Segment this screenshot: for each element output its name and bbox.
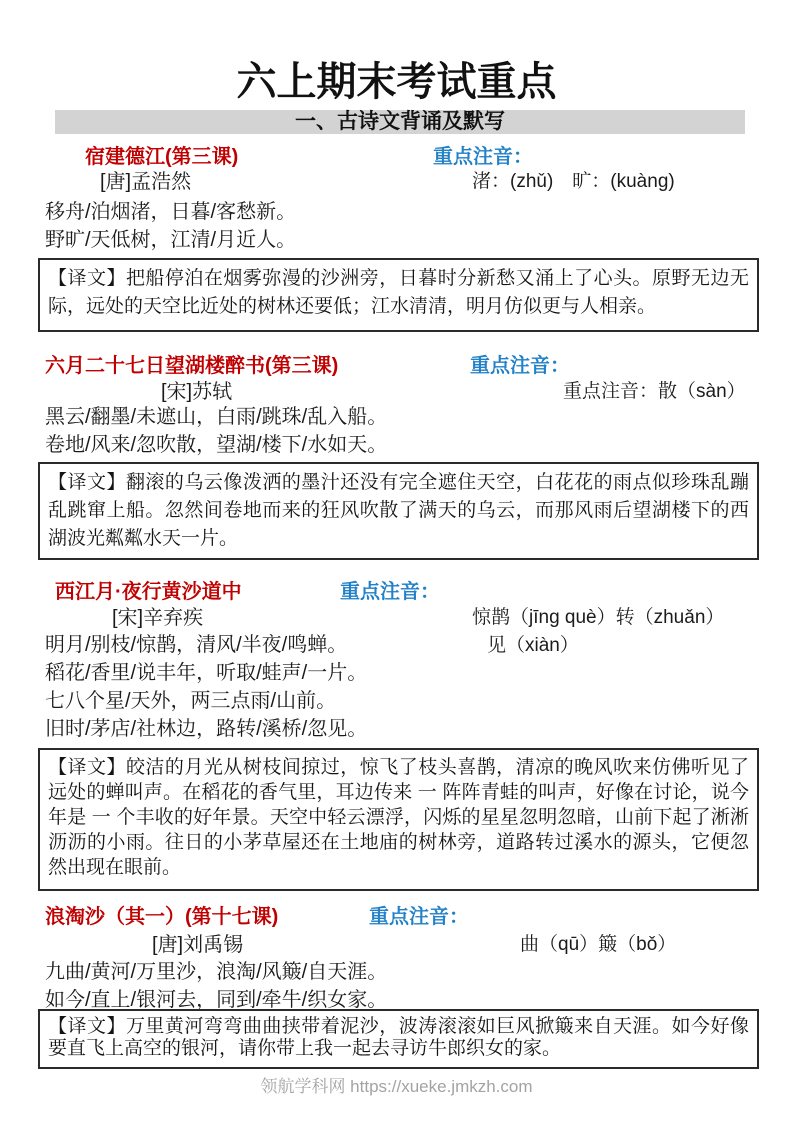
translation-box bbox=[38, 1009, 759, 1069]
phonetic-note: 曲（qū）簸（bǒ） bbox=[520, 934, 677, 955]
poem-line: 黑云/翻墨/未遮山，白雨/跳珠/乱入船。 bbox=[45, 406, 388, 428]
poem-line: 七八个星/天外，两三点雨/山前。 bbox=[45, 690, 337, 712]
poem-line: 旧时/茅店/社林边，路转/溪桥/忽见。 bbox=[45, 718, 368, 740]
phonetic-label: 重点注音： bbox=[433, 146, 533, 168]
poem-section-sujiandejiang bbox=[38, 140, 757, 252]
poem-author: [宋]辛弃疾 bbox=[112, 607, 204, 629]
section-banner: 一、古诗文背诵及默写 bbox=[55, 110, 745, 134]
poem-line: 野旷/天低树，江清/月近人。 bbox=[45, 229, 297, 251]
phonetic-note: 惊鹊（jīng què）转（zhuǎn） bbox=[472, 607, 725, 628]
page-title: 六上期末考试重点 bbox=[236, 60, 557, 104]
poem-author: [宋]苏轼 bbox=[161, 381, 233, 403]
phonetic-note: 重点注音：散（sàn） bbox=[563, 381, 746, 402]
phonetic-note: 见（xiàn） bbox=[487, 635, 579, 656]
poem-line: 移舟/泊烟渚，日暮/客愁新。 bbox=[45, 201, 297, 223]
poem-author: [唐]刘禹锡 bbox=[152, 934, 244, 956]
poem-title: 六月二十七日望湖楼醉书(第三课) bbox=[45, 355, 339, 377]
translation-box bbox=[38, 462, 759, 560]
poem-title: 宿建德江(第三课) bbox=[85, 146, 239, 168]
phonetic-note: 渚：(zhǔ) 旷：(kuàng) bbox=[472, 171, 675, 192]
poem-author: [唐]孟浩然 bbox=[100, 171, 192, 193]
poem-section-wanghulou bbox=[38, 349, 757, 457]
poem-line: 如今/直上/银河去，同到/牵牛/织女家。 bbox=[45, 989, 388, 1011]
poem-line: 卷地/风来/忽吹散，望湖/楼下/水如天。 bbox=[45, 434, 388, 456]
phonetic-label: 重点注音： bbox=[369, 906, 469, 928]
translation-box bbox=[38, 748, 759, 891]
poem-section-xijiangyue bbox=[38, 575, 757, 741]
translation-text: 【译文】皎洁的月光从树枝间掠过，惊飞了枝头喜鹊，清凉的晚风吹来仿佛听见了远处的蝉叫声。在稻花的香气里，耳边传来 一 阵阵青蛙的叫声，好像在讨论，说今年是 一 个丰收的好年景。天空中轻云漂浮，闪烁的星星忽明忽暗，山前下起了淅淅沥沥的小雨。往日的小茅草屋还在土地庙的树林旁，道路转过溪水的源头，它便忽然出现在眼前。 bbox=[48, 757, 749, 878]
translation-box bbox=[38, 258, 759, 332]
footer-credit: 领航学科网 https://xueke.jmkzh.com bbox=[260, 1077, 533, 1096]
poem-title: 浪淘沙（其一）(第十七课) bbox=[45, 906, 279, 928]
poem-title: 西江月·夜行黄沙道中 bbox=[55, 581, 242, 603]
translation-text: 【译文】万里黄河弯弯曲曲挟带着泥沙，波涛滚滚如巨风掀簸来自天涯。如今好像要直飞上高空的银河，请你带上我一起去寻访牛郎织女的家。 bbox=[48, 1016, 749, 1059]
poem-line: 明月/别枝/惊鹊，清风/半夜/鸣蝉。 bbox=[45, 634, 348, 656]
phonetic-label: 重点注音： bbox=[470, 355, 570, 377]
poem-line: 稻花/香里/说丰年，听取/蛙声/一片。 bbox=[45, 662, 368, 684]
phonetic-label: 重点注音： bbox=[340, 581, 440, 603]
translation-text: 【译文】把船停泊在烟雾弥漫的沙洲旁，日暮时分新愁又涌上了心头。原野无边无际，远处的天空比近处的树林还要低；江水清清，明月仿似更与人相亲。 bbox=[48, 268, 749, 317]
poem-line: 九曲/黄河/万里沙，浪淘/风簸/自天涯。 bbox=[45, 961, 388, 983]
translation-text: 【译文】翻滚的乌云像泼洒的墨汁还没有完全遮住天空，白花花的雨点似珍珠乱蹦乱跳窜上船。忽然间卷地而来的狂风吹散了满天的乌云，而那风雨后望湖楼下的西湖波光粼粼水天一片。 bbox=[48, 472, 749, 549]
poem-section-langtaosha bbox=[38, 900, 757, 1011]
